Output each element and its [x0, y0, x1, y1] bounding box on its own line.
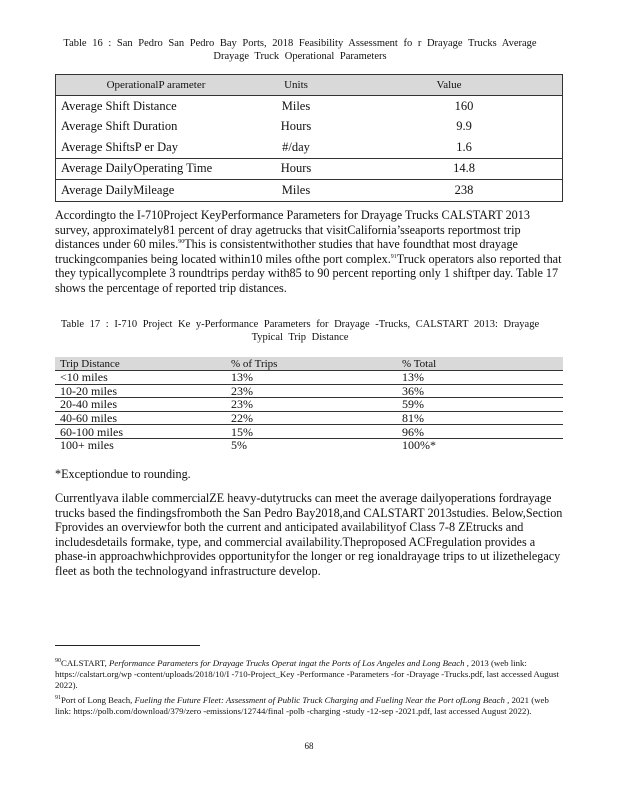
column-header: Units	[256, 75, 336, 96]
table-cell: 14.8	[336, 158, 563, 180]
table-row	[55, 438, 563, 451]
footnote-number: 90	[55, 658, 61, 665]
table-cell: Average DailyMileage	[56, 180, 257, 202]
table-row	[55, 384, 563, 398]
table-cell: 100%*	[402, 438, 436, 453]
table-17-caption: Table 17 : I-710 Project Ke y-Performance Parameters for Drayage -Trucks, CALSTART 2013: Drayage Typical Trip Distance	[60, 319, 540, 343]
table-cell: 13%	[226, 371, 397, 385]
table-row	[55, 411, 563, 425]
table-cell: Miles	[281, 98, 311, 113]
table-row	[56, 137, 563, 158]
column-header: % of Trips	[226, 357, 397, 371]
footnote-title: Performance Parameters for Drayage Trucks Operat ingat the Ports of Los Angeles and Long Beach	[108, 658, 465, 668]
column-header: % Total	[397, 357, 563, 371]
table-cell: Hours	[256, 158, 336, 180]
table-cell: 20-40 miles	[55, 398, 226, 412]
footnote-citation: , 2021 (web link: https://polb.com/download/379/zero -emissions/12744/final -polb -charging -study -12-sep -2021.pdf, last accessed August 2022).	[55, 695, 549, 716]
table-row	[55, 425, 563, 439]
footnote-author: CALSTART,	[61, 658, 109, 668]
table-cell: Hours	[280, 119, 312, 134]
table-cell: 238	[336, 180, 563, 202]
table-cell: Average Shift Duration	[56, 117, 257, 138]
column-header: Value	[336, 75, 563, 96]
table-cell: 81%	[397, 411, 563, 425]
table-cell: 40-60 miles	[55, 411, 226, 425]
footnote-separator	[55, 645, 200, 646]
table-cell: Average DailyOperating Time	[56, 158, 257, 180]
table-row	[56, 96, 563, 117]
footnote-citation: , 2013 (web link: https://calstart.org/wp -content/uploads/2018/10/I -710-Project_Key -Performance -Parameters -for -Drayage -Trucks.pdf, last accessed August 2022).	[55, 658, 559, 690]
table-cell: <10 miles	[55, 371, 226, 385]
table-header-row	[56, 75, 563, 96]
table-cell: 160	[336, 96, 563, 117]
footnote-ref-90: 90	[178, 238, 185, 245]
table-17	[55, 357, 563, 452]
page-number: 68	[304, 741, 314, 751]
table-cell: Average Shift Distance	[56, 96, 257, 117]
table-cell: 59%	[397, 398, 563, 412]
table-header-row	[55, 357, 563, 371]
table-cell: 10-20 miles	[55, 384, 226, 398]
table-cell: Miles	[256, 180, 336, 202]
table-cell: 9.9	[336, 117, 563, 138]
table-cell: 100+ miles	[60, 438, 114, 453]
footnote-ref-91: 91	[390, 253, 397, 260]
column-header: Trip Distance	[55, 357, 226, 371]
table-16	[55, 74, 563, 202]
table-cell: 23%	[226, 384, 397, 398]
table-row	[56, 117, 563, 138]
table-cell: 23%	[226, 398, 397, 412]
table-cell: 5%	[231, 438, 247, 453]
table-cell: 1.6	[336, 137, 563, 158]
footnote-91	[55, 695, 565, 717]
footnote-number: 91	[55, 695, 61, 702]
table-cell: 13%	[397, 371, 563, 385]
table-cell: 22%	[226, 411, 397, 425]
table-cell: 60-100 miles	[55, 425, 226, 439]
footnote-90	[55, 658, 565, 691]
footnote-author: Port of Long Beach,	[61, 695, 135, 705]
table-cell: 36%	[397, 384, 563, 398]
table-cell: #/day	[282, 139, 310, 154]
table-17-note: *Exceptiondue to rounding.	[55, 467, 191, 481]
body-paragraph-2: Currentlyava ilable commercialZE heavy-dutytrucks can meet the average dailyoperations fordrayage trucks based the findingsfromboth the San Pedro Bay2018,and CALSTART 2013studies. Below,Section Fprovides an overviewfor both the current and anticipated availabilityof Class 7-8 ZEtrucks and includesdetails formake, type, and commercial availability.Theproposed ACFregulation provides a phase-in approachwhichprovides opportunityfor the longer or reg ionaldrayage trips to ut ilizethelegacy fleet as both the technologyand infrastructure develop.	[55, 491, 563, 578]
column-header: OperationalP arameter	[56, 75, 257, 96]
paragraph-text: Accordingto the I-710Project KeyPerformance Parameters for Drayage Trucks CALSTART 2013 survey, approximately81 percent of dray agetrucks that visitCalifornia’sseaports reportmost trip distances under 60 miles.	[55, 208, 530, 251]
table-row	[55, 371, 563, 385]
table-row	[56, 180, 563, 202]
paragraph-text: Truck operators also reported that they typicallycomplete 3 roundtrips perday with85 to 90 percent reporting only 1 shiftper day. Table 17 shows the percentage of reported trip distances.	[55, 251, 562, 295]
table-row	[55, 398, 563, 412]
table-cell: 15%	[226, 425, 397, 439]
table-cell: 96%	[397, 425, 563, 439]
footnote-title: Fueling the Future Fleet: Assessment of Public Truck Charging and Fueling Near the Port ofLong Beach	[134, 695, 505, 705]
table-16-caption: Table 16 : San Pedro San Pedro Bay Ports, 2018 Feasibility Assessment fo r Drayage Trucks Average Drayage Truck Operational Parameters	[63, 38, 537, 62]
body-paragraph-1	[55, 208, 563, 295]
paragraph-text: This is consistentwithother studies that have foundthat most drayage truckingcompanies being located within10 miles ofthe port complex.	[55, 237, 518, 266]
table-cell: Average ShiftsP er Day	[56, 137, 257, 158]
table-row	[56, 158, 563, 180]
